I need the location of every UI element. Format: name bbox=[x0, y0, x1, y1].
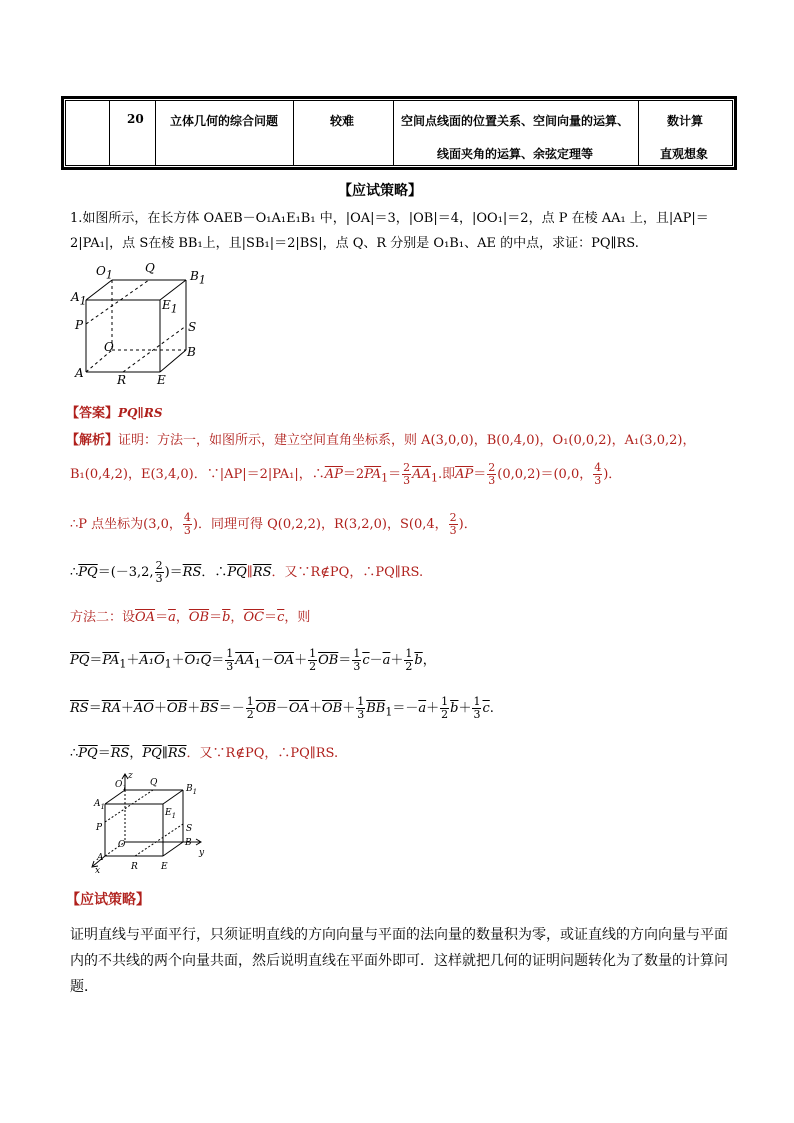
fig2-label-o1: $O_1$ bbox=[115, 780, 127, 792]
fig2-label-e: E bbox=[161, 862, 168, 872]
fraction: $\frac{2}{3}$ bbox=[155, 559, 163, 585]
fraction: $\frac{2}{3}$ bbox=[488, 461, 496, 487]
problem-line-2: 2|PA₁|，点 S在棱 BB₁上，且|SB₁|＝2|BS|，点 Q、R 分别是 O₁B₁、AE 的中点，求证：PQ∥RS. bbox=[70, 236, 639, 251]
section-title: 【应试策略】 bbox=[338, 183, 422, 199]
fig1-label-b: B bbox=[187, 345, 196, 359]
fig1-label-o: O bbox=[104, 340, 114, 354]
answer-block bbox=[66, 402, 162, 421]
fraction: $\frac{2}{3}$ bbox=[449, 511, 457, 537]
fig1-label-e: E bbox=[157, 373, 166, 387]
fig2-label-b: B bbox=[185, 838, 192, 848]
strategy-label: 【应试策略】 bbox=[66, 892, 150, 908]
header-table-inner-border bbox=[65, 100, 733, 166]
fig2-label-b1: $B_1$ bbox=[186, 784, 198, 796]
analysis-line-3: ∴P 点坐标为(3,0， $\frac{4}{3}$ )．同理可得 Q(0,2,2)，R(3,2,0)，S(0,4， $\frac{2}{3}$ )． bbox=[70, 511, 477, 537]
fig1-label-a1: $A_1$ bbox=[71, 290, 87, 308]
fig1-label-s: S bbox=[188, 320, 197, 334]
table-number: 20 bbox=[127, 112, 144, 126]
fig2-label-p: P bbox=[96, 823, 103, 833]
fig1-label-q: Q bbox=[145, 261, 155, 275]
answer-text: PQ∥RS bbox=[118, 406, 163, 420]
table-divider bbox=[109, 100, 110, 166]
table-knowledge-line2: 线面夹角的运算、余弦定理等 bbox=[437, 147, 594, 161]
fig2-label-r: R bbox=[131, 862, 138, 872]
fig2-label-y: y bbox=[199, 848, 205, 858]
analysis-line-1: 【解析】证明：方法一，如图所示，建立空间直角坐标系，则 A(3,0,0)，B(0,4,0)，O₁(0,0,2)，A₁(3,0,2)， bbox=[66, 433, 696, 448]
fraction: $\frac{1}{3}$ bbox=[353, 647, 361, 673]
fig1-label-o1: $O_1$ bbox=[96, 264, 113, 282]
fraction: $\frac{1}{3}$ bbox=[357, 695, 365, 721]
fraction: $\frac{4}{3}$ bbox=[594, 461, 602, 487]
method2-line-2: $\overline{PQ}=\overline{PA}_1+A_1O_1+O_1Q=$ $\frac{1}{3}$ $\overline{AA}_1-\overline{OA}+$ $\frac{1}{2}$ $\overline{OB}=$ $\frac{1}{3}$ $\overline{c}-\overline{a}+$ $\frac{1}{2}$ $\overline{b}$， bbox=[70, 647, 436, 673]
fig1-label-r: R bbox=[117, 373, 127, 387]
fig2-label-x: x bbox=[95, 866, 101, 876]
answer-label: 【答案】 bbox=[66, 406, 119, 421]
fraction: $\frac{1}{2}$ bbox=[405, 647, 413, 673]
fig2-label-o: O bbox=[118, 840, 126, 850]
table-difficulty: 较难 bbox=[330, 114, 355, 128]
table-knowledge-line1: 空间点线面的位置关系、空间向量的运算、 bbox=[401, 114, 630, 128]
table-divider bbox=[393, 100, 394, 166]
fig2-label-z: z bbox=[128, 771, 133, 781]
fig2-label-e1: $E_1$ bbox=[165, 808, 177, 820]
table-ability-line2: 直观想象 bbox=[660, 147, 709, 161]
fraction: $\frac{1}{3}$ bbox=[473, 695, 481, 721]
method2-line-3: $\overline{RS}=\overline{RA}+\overline{AO}+\overline{OB}+\overline{BS}=-$ $\frac{1}{2}$ $\overline{OB}-\overline{OA}+\overline{OB}+$ $\frac{1}{3}$ $\overline{BB}_1=-\overline{a}+$ $\frac{1}{2}$ $\overline{b}+$ $\frac{1}{3}$ $\overline{c}$. bbox=[70, 695, 494, 721]
problem-line-1: 1.如图所示，在长方体 OAEB－O₁A₁E₁B₁ 中，|OA|＝3，|OB|＝4，|OO₁|＝2，点 P 在棱 AA₁ 上，且|AP|＝ bbox=[70, 211, 709, 226]
fig2-label-a1: $A_1$ bbox=[94, 799, 105, 811]
fig2-label-s: S bbox=[186, 824, 193, 834]
method2-line-4: $\therefore\overline{PQ}=\overline{RS}$，$\overline{PQ}\parallel\overline{RS}$．又∵R∉PQ，∴PQ∥RS. bbox=[70, 746, 339, 761]
fraction: $\frac{2}{3}$ bbox=[403, 461, 411, 487]
fraction: $\frac{1}{2}$ bbox=[246, 695, 254, 721]
table-topic: 立体几何的综合问题 bbox=[170, 114, 279, 128]
table-divider bbox=[155, 100, 156, 166]
analysis-label: 【解析】 bbox=[66, 433, 119, 448]
method2-line-1: 方法二：设$\overline{OA}=\overline{a}$，$\overline{OB}=\overline{b}$，$\overline{OC}=\overline{c}$，则 bbox=[70, 610, 311, 625]
table-ability-line1: 数计算 bbox=[667, 114, 704, 128]
fig1-label-p: P bbox=[75, 318, 84, 332]
table-divider bbox=[638, 100, 639, 166]
fig1-label-b1: $B_1$ bbox=[190, 269, 206, 287]
fig2-label-a: A bbox=[97, 853, 104, 863]
table-divider bbox=[293, 100, 294, 166]
fig1-label-e1: $E_1$ bbox=[162, 298, 178, 316]
fraction: $\frac{4}{3}$ bbox=[183, 511, 191, 537]
fig1-label-a: A bbox=[75, 366, 84, 380]
fig2-label-q: Q bbox=[150, 778, 158, 788]
analysis-line-4: $\therefore\overline{PQ}=(-3,2$, $\frac{2}{3}$ )$=\overline{RS}$．$\therefore\overline{PQ}\parallel\overline{RS}$．又∵R∉PQ，∴PQ∥RS. bbox=[70, 559, 424, 585]
analysis-line-2: B₁(0,4,2)，E(3,4,0)．∵|AP|＝2|PA₁|，$\therefore\overline{AP}=2\overline{PA}_1=$ $\frac{2}{3}$ $\overline{AA}_1$.即$\overline{AP}=$ $\frac{2}{3}$ (0,0,2)＝(0,0， $\frac{4}{3}$ )． bbox=[70, 461, 622, 487]
strategy-text: 证明直线与平面平行，只须证明直线的方向向量与平面的法向量的数量积为零，或证直线的方向向量与平面内的不共线的两个向量共面，然后说明直线在平面外即可．这样就把几何的证明问题转化为了数量的计算问题． bbox=[70, 927, 728, 995]
fraction: $\frac{1}{3}$ bbox=[226, 647, 234, 673]
fraction: $\frac{1}{2}$ bbox=[309, 647, 317, 673]
fraction: $\frac{1}{2}$ bbox=[441, 695, 449, 721]
